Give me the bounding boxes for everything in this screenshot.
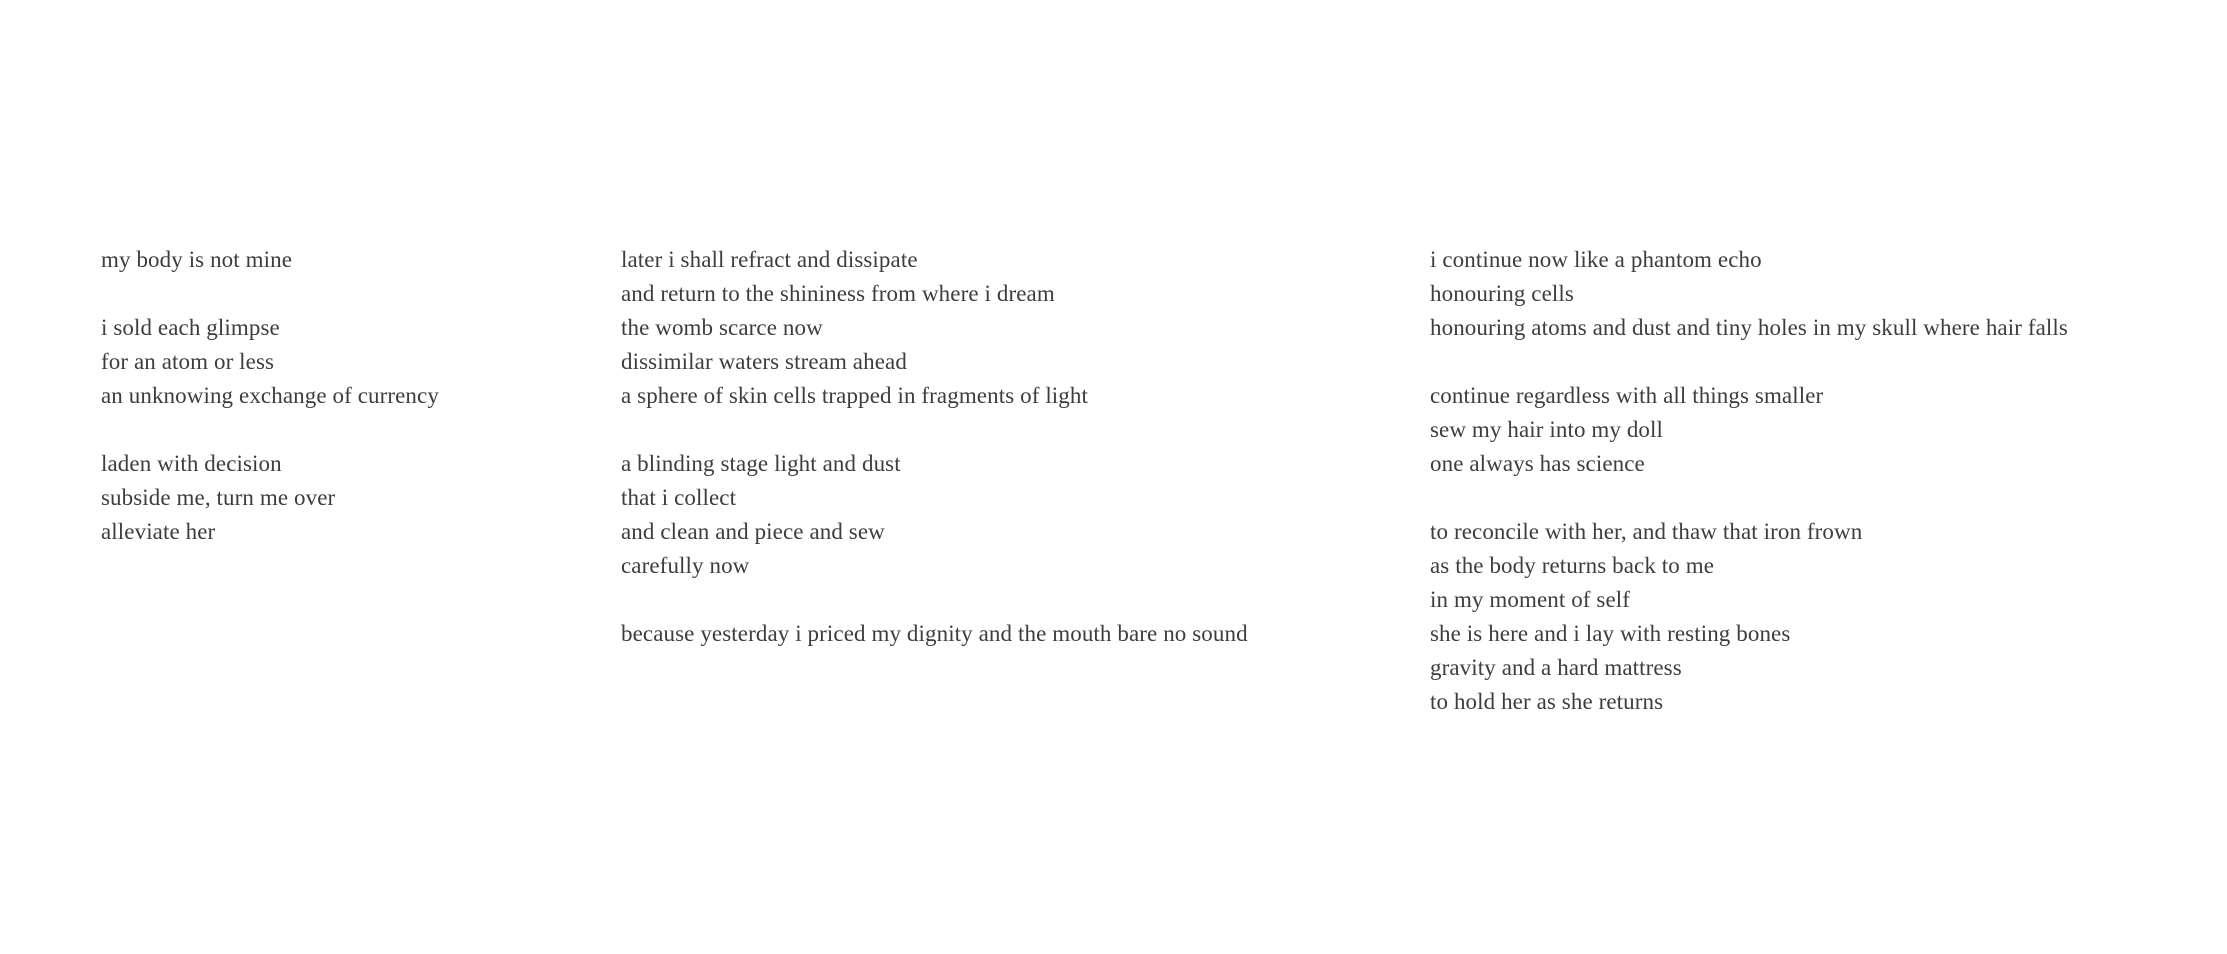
stanza <box>621 617 1248 651</box>
poem-line: the womb scarce now <box>621 315 823 340</box>
stanza <box>101 243 439 277</box>
poem-line: i continue now like a phantom echo <box>1430 247 1762 272</box>
poem-line: a sphere of skin cells trapped in fragments of light <box>621 383 1088 408</box>
poem-line: laden with decision <box>101 451 282 476</box>
poem-line: gravity and a hard mattress <box>1430 655 1682 680</box>
poem-line: honouring atoms and dust and tiny holes in my skull where hair falls <box>1430 315 2068 340</box>
stanza <box>1430 515 2068 719</box>
poem-line: because yesterday i priced my dignity and the mouth bare no sound <box>621 621 1248 646</box>
poem-line: and clean and piece and sew <box>621 519 885 544</box>
poem-line: in my moment of self <box>1430 587 1631 612</box>
poem-line: one always has science <box>1430 451 1645 476</box>
stanza <box>101 447 439 549</box>
stanza <box>621 243 1248 413</box>
poem-line: alleviate her <box>101 519 216 544</box>
poem-line: an unknowing exchange of currency <box>101 383 439 408</box>
poem-line: dissimilar waters stream ahead <box>621 349 907 374</box>
poem-line: she is here and i lay with resting bones <box>1430 621 1791 646</box>
stanza <box>621 447 1248 583</box>
poem-line: continue regardless with all things smaller <box>1430 383 1824 408</box>
poem-line: subside me, turn me over <box>101 485 336 510</box>
poem-line: and return to the shininess from where i dream <box>621 281 1055 306</box>
poem-line: that i collect <box>621 485 737 510</box>
stanza <box>1430 243 2068 345</box>
poem-line: sew my hair into my doll <box>1430 417 1664 442</box>
poem-line: later i shall refract and dissipate <box>621 247 918 272</box>
poem-column-1 <box>101 243 439 583</box>
poem-line: honouring cells <box>1430 281 1574 306</box>
poem-line: i sold each glimpse <box>101 315 280 340</box>
stanza <box>101 311 439 413</box>
poem-line: a blinding stage light and dust <box>621 451 901 476</box>
poem-line: for an atom or less <box>101 349 275 374</box>
poem-line: to hold her as she returns <box>1430 689 1664 714</box>
poem-line: as the body returns back to me <box>1430 553 1715 578</box>
stanza <box>1430 379 2068 481</box>
poem-line: to reconcile with her, and thaw that iron frown <box>1430 519 1863 544</box>
poem-column-2 <box>621 243 1248 685</box>
poem-line: carefully now <box>621 553 750 578</box>
poem-column-3 <box>1430 243 2068 753</box>
poem-line: my body is not mine <box>101 247 293 272</box>
